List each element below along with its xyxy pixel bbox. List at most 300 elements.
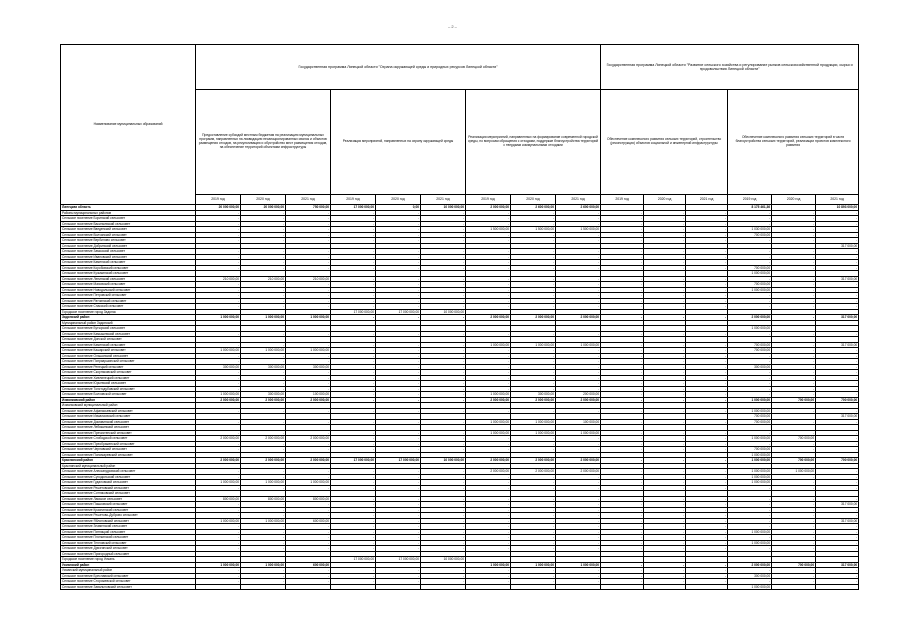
amount-cell — [511, 584, 556, 590]
amount-cell: - — [772, 419, 816, 425]
amount-cell: 700 000,00 — [772, 562, 816, 568]
amount-cell: - — [601, 535, 644, 541]
amount-cell: - — [331, 353, 376, 359]
municipality-name: Сельское поселение Яблоновский сельсовет — [61, 518, 196, 524]
amount-cell: - — [772, 474, 816, 480]
amount-cell: - — [196, 447, 241, 453]
amount-cell: - — [556, 502, 601, 508]
amount-cell: - — [601, 408, 644, 414]
amount-cell: - — [772, 210, 816, 216]
amount-cell: - — [376, 370, 421, 376]
amount-cell: - — [421, 441, 466, 447]
amount-cell: - — [286, 579, 331, 585]
amount-cell: - — [601, 298, 644, 304]
amount-cell: - — [421, 293, 466, 299]
amount-cell: - — [421, 342, 466, 348]
amount-cell: 1 000 000,00 — [511, 342, 556, 348]
amount-cell: - — [556, 436, 601, 442]
amount-cell: - — [772, 524, 816, 530]
amount-cell: - — [376, 254, 421, 260]
amount-cell: - — [286, 232, 331, 238]
amount-cell: - — [331, 507, 376, 513]
amount-cell: - — [511, 386, 556, 392]
amount-cell: - — [331, 535, 376, 541]
amount-cell: - — [601, 507, 644, 513]
amount-cell: - — [466, 232, 511, 238]
amount-cell: 2 000 000,00 — [728, 315, 772, 321]
amount-cell: 1 000 000,00 — [728, 326, 772, 332]
amount-cell: - — [686, 260, 728, 266]
amount-cell: - — [601, 502, 644, 508]
amount-cell: 317 000,00 — [816, 243, 859, 249]
amount-cell: - — [772, 386, 816, 392]
amount-cell: - — [601, 276, 644, 282]
amount-cell: 17 000 000,00 — [331, 557, 376, 563]
amount-cell: - — [241, 529, 286, 535]
municipality-name: Сельское поселение Александровский сельсовет — [61, 469, 196, 475]
amount-cell: 1 000 000,00 — [728, 452, 772, 458]
amount-cell: - — [728, 430, 772, 436]
amount-cell: - — [772, 342, 816, 348]
amount-cell: 1 000 000,00 — [196, 315, 241, 321]
amount-cell: - — [686, 485, 728, 491]
amount-cell: - — [816, 524, 859, 530]
amount-cell: - — [376, 227, 421, 233]
amount-cell: - — [196, 370, 241, 376]
amount-cell: - — [601, 254, 644, 260]
amount-cell: - — [686, 430, 728, 436]
amount-cell: - — [644, 524, 686, 530]
amount-cell: - — [601, 287, 644, 293]
amount-cell: - — [601, 282, 644, 288]
amount-cell: - — [241, 546, 286, 552]
amount-cell: - — [421, 249, 466, 255]
amount-cell: - — [331, 397, 376, 403]
amount-cell: 210 000,00 — [241, 276, 286, 282]
amount-cell: - — [196, 513, 241, 519]
amount-cell: - — [644, 496, 686, 502]
amount-cell: - — [196, 249, 241, 255]
amount-cell: - — [816, 238, 859, 244]
amount-cell: - — [601, 375, 644, 381]
amount-cell: - — [331, 331, 376, 337]
amount-cell: - — [511, 370, 556, 376]
amount-cell: - — [376, 568, 421, 574]
amount-cell: - — [686, 216, 728, 222]
amount-cell: - — [241, 221, 286, 227]
amount-cell: - — [376, 430, 421, 436]
municipality-name: Сельское поселение Решетовский сельсовет — [61, 485, 196, 491]
amount-cell: 1 000 000,00 — [728, 584, 772, 590]
amount-cell: - — [421, 232, 466, 238]
amount-cell: - — [241, 254, 286, 260]
amount-cell — [686, 584, 728, 590]
amount-cell: - — [376, 496, 421, 502]
municipality-name: Сельское поселение Добринский сельсовет — [61, 243, 196, 249]
amount-cell: 17 000 000,00 — [376, 309, 421, 315]
amount-cell: - — [196, 227, 241, 233]
amount-cell: - — [331, 254, 376, 260]
amount-cell: - — [816, 375, 859, 381]
amount-cell: 600 000,00 — [286, 518, 331, 524]
amount-cell: 1 000 000,00 — [196, 480, 241, 486]
amount-cell: - — [466, 216, 511, 222]
amount-cell: - — [644, 458, 686, 464]
amount-cell: 700 000,00 — [728, 265, 772, 271]
amount-cell: 210 000,00 — [196, 276, 241, 282]
amount-cell: - — [466, 540, 511, 546]
amount-cell: - — [772, 529, 816, 535]
amount-cell: - — [644, 287, 686, 293]
amount-cell: - — [686, 562, 728, 568]
municipality-name: Сельское поселение Вербилово сельсовет — [61, 238, 196, 244]
amount-cell: - — [421, 265, 466, 271]
amount-cell: - — [421, 282, 466, 288]
amount-cell: - — [511, 348, 556, 354]
municipality-name: Сельское поселение Суходольский сельсовет — [61, 474, 196, 480]
amount-cell: - — [556, 568, 601, 574]
amount-cell: - — [644, 370, 686, 376]
amount-cell: - — [816, 579, 859, 585]
amount-cell: - — [556, 386, 601, 392]
amount-cell: - — [601, 496, 644, 502]
amount-cell: - — [331, 386, 376, 392]
amount-cell: - — [421, 381, 466, 387]
amount-cell: - — [772, 293, 816, 299]
amount-cell: - — [728, 238, 772, 244]
amount-cell: 317 000,00 — [816, 502, 859, 508]
municipality-name: Сельское поселение Пятницкий сельсовет — [61, 529, 196, 535]
amount-cell: - — [421, 254, 466, 260]
amount-cell: - — [686, 265, 728, 271]
program-header-agriculture: Государственная программа Липецкой области "Развитие сельского хозяйства и регулирование рынков сельскохозяйственной продукции, сырья и продовольствия Липецкой области" — [601, 45, 859, 90]
amount-cell: 2 000 000,00 — [466, 205, 511, 211]
amount-cell: - — [556, 485, 601, 491]
amount-cell: - — [686, 507, 728, 513]
amount-cell: - — [728, 496, 772, 502]
amount-cell: - — [686, 364, 728, 370]
amount-cell: - — [772, 480, 816, 486]
amount-cell: - — [421, 408, 466, 414]
amount-cell: - — [644, 474, 686, 480]
amount-cell: - — [421, 447, 466, 453]
amount-cell: - — [686, 568, 728, 574]
amount-cell: 1 000 000,00 — [728, 271, 772, 277]
amount-cell: - — [644, 232, 686, 238]
amount-cell: - — [376, 529, 421, 535]
municipality-column-header: Наименование муниципальных образований — [61, 45, 196, 205]
amount-cell: - — [556, 331, 601, 337]
amount-cell: - — [466, 579, 511, 585]
amount-cell: - — [511, 568, 556, 574]
municipality-name: Сельское поселение Петровский сельсовет — [61, 293, 196, 299]
amount-cell: - — [601, 573, 644, 579]
amount-cell: - — [376, 485, 421, 491]
amount-cell: - — [728, 304, 772, 310]
municipality-name: Сельское поселение Пономаревский сельсовет — [61, 452, 196, 458]
amount-cell: - — [376, 386, 421, 392]
amount-cell: - — [241, 287, 286, 293]
amount-cell: 1 000 000,00 — [241, 518, 286, 524]
amount-cell: - — [644, 469, 686, 475]
amount-cell: - — [816, 370, 859, 376]
amount-cell: - — [556, 249, 601, 255]
amount-cell: - — [772, 381, 816, 387]
amount-cell: 2 000 000,00 — [196, 397, 241, 403]
amount-cell: - — [286, 513, 331, 519]
amount-cell: - — [644, 386, 686, 392]
amount-cell: - — [421, 518, 466, 524]
amount-cell: - — [511, 375, 556, 381]
amount-cell: - — [556, 287, 601, 293]
amount-cell: - — [511, 254, 556, 260]
amount-cell: - — [241, 298, 286, 304]
amount-cell: - — [376, 540, 421, 546]
amount-cell: - — [376, 419, 421, 425]
amount-cell: - — [466, 260, 511, 266]
amount-cell: - — [511, 502, 556, 508]
amount-cell: 1 000 000,00 — [511, 430, 556, 436]
municipality-name: Сельское поселение Преображенский сельсовет — [61, 441, 196, 447]
amount-cell: - — [728, 579, 772, 585]
amount-cell: 1 500 000,00 — [556, 227, 601, 233]
amount-cell: - — [421, 331, 466, 337]
amount-cell: 300 000,00 — [241, 364, 286, 370]
amount-cell: - — [601, 210, 644, 216]
amount-cell: 2 000 000,00 — [241, 436, 286, 442]
amount-cell: - — [511, 408, 556, 414]
amount-cell: - — [511, 353, 556, 359]
table-row — [61, 584, 859, 590]
amount-cell: - — [686, 447, 728, 453]
amount-cell: - — [466, 513, 511, 519]
amount-cell: - — [601, 447, 644, 453]
amount-cell: - — [772, 238, 816, 244]
amount-cell: - — [376, 535, 421, 541]
amount-cell: - — [601, 562, 644, 568]
amount-cell: - — [556, 348, 601, 354]
amount-cell: 300 000,00 — [511, 392, 556, 398]
program-header-environment: Государственная программа Липецкой области "Охрана окружающей среды и природных ресурсов Липецкой области" — [196, 45, 601, 90]
amount-cell: - — [466, 304, 511, 310]
amount-cell: - — [421, 397, 466, 403]
amount-cell: - — [511, 232, 556, 238]
amount-cell: - — [644, 331, 686, 337]
amount-cell: - — [601, 304, 644, 310]
amount-cell: - — [286, 485, 331, 491]
amount-cell: - — [601, 315, 644, 321]
amount-cell: 300 000,00 — [196, 364, 241, 370]
amount-cell: - — [816, 392, 859, 398]
year-header: 2019 год — [601, 195, 644, 205]
amount-cell: - — [644, 573, 686, 579]
amount-cell: - — [728, 381, 772, 387]
amount-cell: - — [556, 293, 601, 299]
amount-cell: - — [601, 238, 644, 244]
amount-cell: - — [376, 518, 421, 524]
amount-cell: - — [686, 546, 728, 552]
amount-cell: 300 000,00 — [241, 392, 286, 398]
amount-cell: 700 000,00 — [728, 447, 772, 453]
amount-cell: - — [686, 359, 728, 365]
amount-cell: - — [511, 216, 556, 222]
amount-cell: - — [196, 287, 241, 293]
municipality-name: Сельское поселение Пречистенский сельсовет — [61, 430, 196, 436]
amount-cell: - — [728, 210, 772, 216]
amount-cell: - — [644, 447, 686, 453]
amount-cell: - — [196, 375, 241, 381]
amount-cell: - — [601, 568, 644, 574]
municipality-name: Сельское поселение Коробовский сельсовет — [61, 265, 196, 271]
amount-cell: - — [816, 260, 859, 266]
amount-cell: - — [556, 375, 601, 381]
amount-cell: - — [686, 254, 728, 260]
amount-cell: - — [816, 282, 859, 288]
amount-cell: - — [331, 419, 376, 425]
amount-cell: - — [686, 342, 728, 348]
amount-cell: - — [556, 304, 601, 310]
amount-cell — [772, 584, 816, 590]
amount-cell: - — [331, 579, 376, 585]
amount-cell: - — [286, 573, 331, 579]
amount-cell: - — [196, 529, 241, 535]
amount-cell: - — [331, 513, 376, 519]
amount-cell: - — [601, 359, 644, 365]
amount-cell: 700 000,00 — [728, 232, 772, 238]
amount-cell: - — [376, 331, 421, 337]
amount-cell: - — [421, 359, 466, 365]
amount-cell — [816, 584, 859, 590]
amount-cell: 17 000 000,00 — [331, 309, 376, 315]
municipality-name: Сельское поселение Чернавский сельсовет — [61, 447, 196, 453]
amount-cell: - — [421, 238, 466, 244]
year-header: 2021 год — [286, 195, 331, 205]
amount-cell: - — [421, 276, 466, 282]
amount-cell: - — [511, 480, 556, 486]
amount-cell: - — [511, 535, 556, 541]
amount-cell: - — [728, 513, 772, 519]
amount-cell: - — [601, 397, 644, 403]
amount-cell: - — [331, 287, 376, 293]
amount-cell: - — [376, 507, 421, 513]
municipality-name: Сельское поселение Сторожевской сельсовет — [61, 579, 196, 585]
amount-cell: - — [686, 579, 728, 585]
amount-cell: - — [686, 381, 728, 387]
amount-cell: - — [376, 216, 421, 222]
amount-cell: - — [196, 210, 241, 216]
amount-cell: 700 000,00 — [772, 397, 816, 403]
amount-cell: - — [421, 370, 466, 376]
amount-cell: - — [241, 249, 286, 255]
municipality-name: Измалковский муниципальный район — [61, 403, 196, 409]
year-header: 2021 год — [421, 195, 466, 205]
amount-cell: 1 000 000,00 — [241, 348, 286, 354]
amount-cell — [466, 584, 511, 590]
amount-cell: 100 000,00 — [286, 392, 331, 398]
amount-cell: - — [601, 441, 644, 447]
amount-cell: 100 000,00 — [556, 419, 601, 425]
amount-cell: - — [686, 573, 728, 579]
amount-cell: - — [196, 441, 241, 447]
amount-cell: - — [644, 375, 686, 381]
amount-cell: - — [644, 480, 686, 486]
amount-cell: - — [421, 568, 466, 574]
amount-cell: - — [556, 260, 601, 266]
amount-cell: - — [511, 529, 556, 535]
amount-cell: - — [331, 474, 376, 480]
amount-cell: - — [816, 254, 859, 260]
amount-cell: - — [686, 518, 728, 524]
amount-cell: - — [601, 370, 644, 376]
amount-cell: - — [728, 359, 772, 365]
amount-cell: - — [466, 502, 511, 508]
amount-cell: 1 000 000,00 — [728, 408, 772, 414]
amount-cell: - — [556, 238, 601, 244]
amount-cell: - — [816, 419, 859, 425]
municipality-name: Сельское поселение Волчанский сельсовет — [61, 232, 196, 238]
amount-cell — [556, 584, 601, 590]
amount-cell: - — [644, 293, 686, 299]
amount-cell: - — [241, 260, 286, 266]
amount-cell: - — [511, 331, 556, 337]
amount-cell: - — [816, 430, 859, 436]
amount-cell: - — [644, 254, 686, 260]
amount-cell: - — [772, 348, 816, 354]
amount-cell: 2 000 000,00 — [556, 469, 601, 475]
amount-cell: 2 000 000,00 — [196, 436, 241, 442]
amount-cell: - — [376, 315, 421, 321]
amount-cell: 10 000 000,00 — [421, 458, 466, 464]
amount-cell: - — [241, 474, 286, 480]
amount-cell: - — [286, 375, 331, 381]
amount-cell: - — [376, 210, 421, 216]
amount-cell: - — [286, 353, 331, 359]
amount-cell: - — [511, 265, 556, 271]
amount-cell: - — [466, 238, 511, 244]
amount-cell: - — [772, 216, 816, 222]
amount-cell: 700 000,00 — [728, 342, 772, 348]
amount-cell: - — [772, 375, 816, 381]
amount-cell: - — [816, 359, 859, 365]
amount-cell: - — [644, 419, 686, 425]
amount-cell: - — [556, 480, 601, 486]
amount-cell: - — [466, 370, 511, 376]
amount-cell: - — [241, 419, 286, 425]
amount-cell: - — [421, 579, 466, 585]
amount-cell: 2 000 000,00 — [556, 458, 601, 464]
amount-cell: - — [728, 524, 772, 530]
amount-cell: - — [331, 342, 376, 348]
amount-cell: 1 000 000,00 — [728, 540, 772, 546]
amount-cell: - — [421, 304, 466, 310]
amount-cell: - — [816, 381, 859, 387]
amount-cell: - — [686, 474, 728, 480]
municipality-name: Сельское поселение Ленинский сельсовет — [61, 276, 196, 282]
municipality-name: Сельское поселение Замокский сельсовет — [61, 249, 196, 255]
amount-cell: - — [196, 485, 241, 491]
amount-cell: - — [728, 507, 772, 513]
municipality-name: Сельское поселение Скорняковский сельсовет — [61, 370, 196, 376]
municipality-name: Сельское поселение Дрязгинский сельсовет — [61, 546, 196, 552]
amount-cell: 2 000 000,00 — [556, 315, 601, 321]
amount-cell: - — [686, 315, 728, 321]
amount-cell: - — [421, 298, 466, 304]
amount-cell: 2 000 000,00 — [286, 458, 331, 464]
amount-cell: - — [466, 480, 511, 486]
amount-cell: - — [601, 540, 644, 546]
municipality-name: Краснинский муниципальный район — [61, 463, 196, 469]
amount-cell: - — [286, 282, 331, 288]
